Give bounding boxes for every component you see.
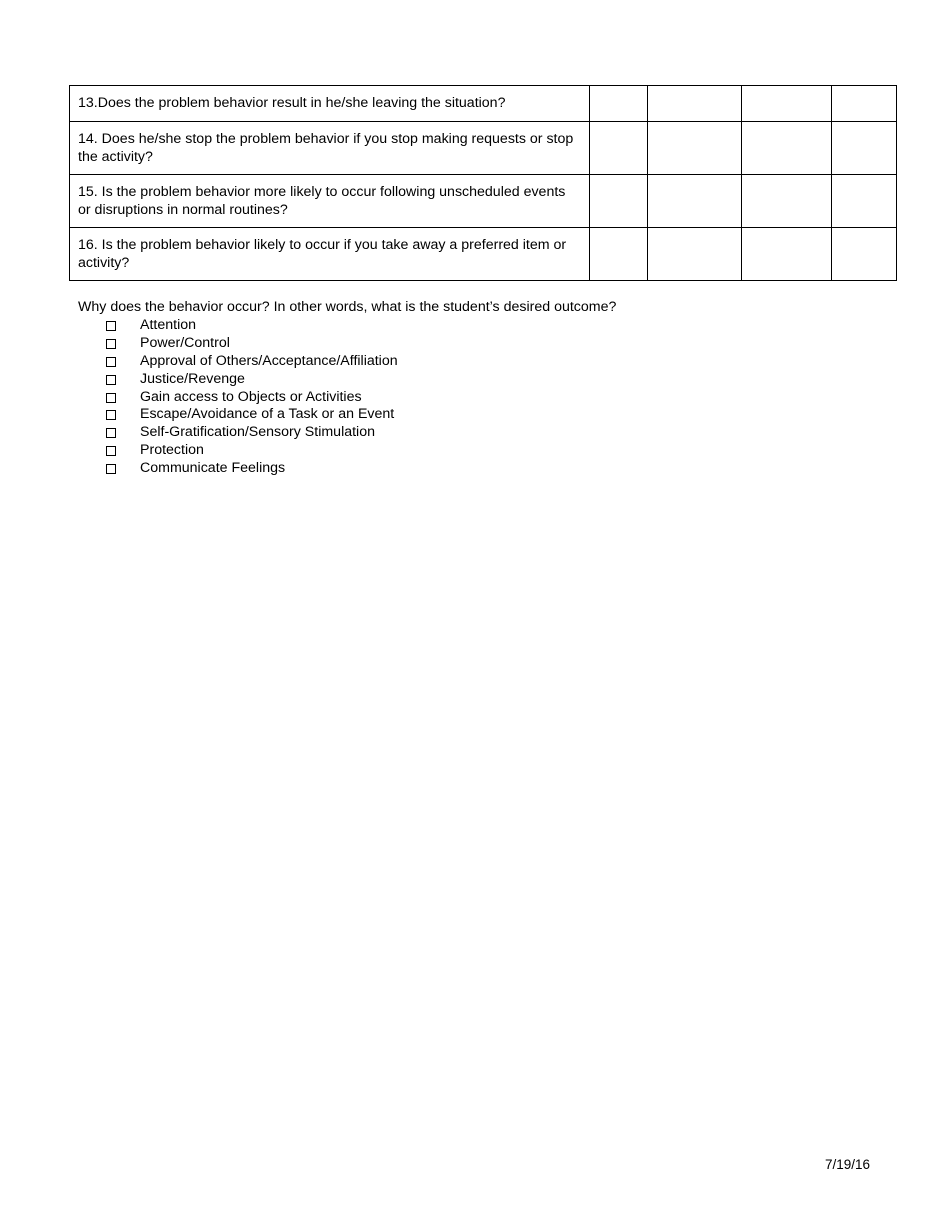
answer-cell[interactable] bbox=[590, 86, 648, 122]
answer-cell[interactable] bbox=[832, 228, 897, 281]
question-cell: 15. Is the problem behavior more likely to occur following unscheduled events or disruptions in normal routines? bbox=[70, 175, 590, 228]
answer-cell[interactable] bbox=[648, 228, 742, 281]
checkbox-icon[interactable] bbox=[106, 464, 116, 474]
outcome-option-justice-revenge[interactable] bbox=[106, 371, 398, 389]
answer-cell[interactable] bbox=[590, 228, 648, 281]
answer-cell[interactable] bbox=[590, 175, 648, 228]
checkbox-icon[interactable] bbox=[106, 428, 116, 438]
option-label: Self-Gratification/Sensory Stimulation bbox=[140, 424, 375, 441]
answer-cell[interactable] bbox=[832, 175, 897, 228]
answer-cell[interactable] bbox=[648, 175, 742, 228]
option-label: Approval of Others/Acceptance/Affiliation bbox=[140, 352, 398, 369]
answer-cell[interactable] bbox=[742, 228, 832, 281]
option-label: Justice/Revenge bbox=[140, 370, 245, 387]
table-row bbox=[70, 228, 897, 281]
table-row bbox=[70, 122, 897, 175]
option-label: Escape/Avoidance of a Task or an Event bbox=[140, 406, 395, 423]
answer-cell[interactable] bbox=[648, 86, 742, 122]
question-cell: 16. Is the problem behavior likely to occur if you take away a preferred item or activity? bbox=[70, 228, 590, 281]
checkbox-icon[interactable] bbox=[106, 339, 116, 349]
checkbox-icon[interactable] bbox=[106, 393, 116, 403]
option-label: Attention bbox=[140, 317, 197, 333]
answer-cell[interactable] bbox=[590, 122, 648, 175]
question-cell: 13.Does the problem behavior result in he/she leaving the situation? bbox=[70, 86, 590, 122]
answer-cell[interactable] bbox=[742, 122, 832, 175]
option-label: Communicate Feelings bbox=[140, 460, 286, 477]
option-label: Gain access to Objects or Activities bbox=[140, 388, 362, 405]
outcome-option-approval[interactable] bbox=[106, 353, 398, 371]
question-cell: 14. Does he/she stop the problem behavior if you stop making requests or stop the activity? bbox=[70, 122, 590, 175]
checkbox-icon[interactable] bbox=[106, 446, 116, 456]
outcome-option-power-control[interactable] bbox=[106, 335, 398, 353]
behavior-questions-table bbox=[69, 85, 897, 281]
outcome-option-communicate-feelings[interactable] bbox=[106, 460, 398, 478]
checkbox-icon[interactable] bbox=[106, 357, 116, 367]
outcome-options-list bbox=[106, 317, 398, 478]
answer-cell[interactable] bbox=[832, 122, 897, 175]
outcome-option-protection[interactable] bbox=[106, 442, 398, 460]
table-row bbox=[70, 175, 897, 228]
answer-cell[interactable] bbox=[832, 86, 897, 122]
checkbox-icon[interactable] bbox=[106, 321, 116, 331]
outcome-question: Why does the behavior occur? In other words, what is the student’s desired outcome? bbox=[78, 299, 617, 315]
table-row bbox=[70, 86, 897, 122]
checkbox-icon[interactable] bbox=[106, 375, 116, 385]
outcome-option-gain-access[interactable] bbox=[106, 389, 398, 407]
answer-cell[interactable] bbox=[742, 175, 832, 228]
checkbox-icon[interactable] bbox=[106, 410, 116, 420]
answer-cell[interactable] bbox=[742, 86, 832, 122]
outcome-option-escape-avoidance[interactable] bbox=[106, 406, 398, 424]
outcome-option-attention[interactable] bbox=[106, 317, 398, 335]
footer-date: 7/19/16 bbox=[825, 1157, 871, 1172]
answer-cell[interactable] bbox=[648, 122, 742, 175]
outcome-option-self-gratification[interactable] bbox=[106, 424, 398, 442]
option-label: Power/Control bbox=[140, 334, 230, 351]
option-label: Protection bbox=[140, 442, 204, 459]
